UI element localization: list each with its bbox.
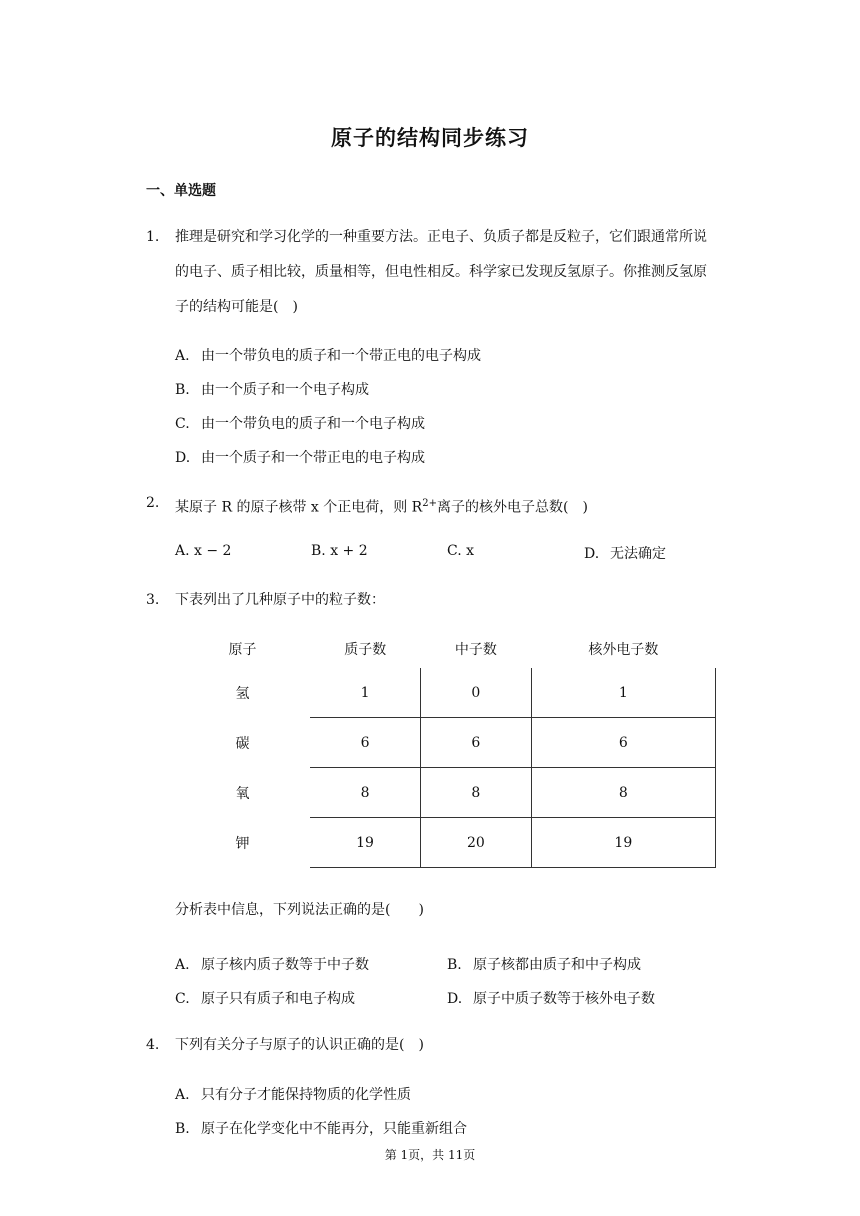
option-c <box>175 988 355 1008</box>
option-d <box>584 543 666 563</box>
table-header-cell: 原子 <box>228 642 257 658</box>
table-cell: 0 <box>421 668 532 718</box>
question-number: 2. <box>146 495 160 511</box>
option-label: A. <box>175 957 190 973</box>
option-d <box>175 447 425 467</box>
question-text: 下列有关分子与原子的认识正确的是( ) <box>175 1037 424 1053</box>
option-label: D. <box>447 991 463 1007</box>
option-label: C. <box>175 991 190 1007</box>
option-text: 由一个带负电的质子和一个电子构成 <box>201 416 425 432</box>
table-row <box>175 818 716 868</box>
option-label: A. <box>175 543 190 559</box>
option-b <box>447 954 641 974</box>
table-cell: 6 <box>421 718 532 768</box>
question-text-part: 某原子 R 的原子核带 x 个正电荷，则 R <box>175 499 423 516</box>
table-cell: 19 <box>310 818 421 868</box>
option-label: D. <box>584 546 600 562</box>
option-label: B. <box>447 957 462 973</box>
table-cell: 6 <box>531 718 715 768</box>
option-a <box>175 954 369 974</box>
table-row <box>175 668 716 718</box>
option-b <box>311 543 368 559</box>
table-cell: 氧 <box>235 785 250 802</box>
table-header-cell: 质子数 <box>344 642 387 658</box>
section-heading: 一、单选题 <box>146 183 216 199</box>
option-label: B. <box>175 1121 190 1137</box>
option-label: D. <box>175 450 191 466</box>
option-text: 原子核内质子数等于中子数 <box>201 957 369 973</box>
table-header-cell: 核外电子数 <box>588 642 659 658</box>
table-cell: 碳 <box>235 735 250 752</box>
option-label: A. <box>175 1087 190 1103</box>
table-row <box>175 768 716 818</box>
option-text: 由一个质子和一个电子构成 <box>201 382 369 398</box>
question-number: 3. <box>146 592 160 608</box>
table-cell: 1 <box>310 668 421 718</box>
page-footer: 第 1页，共 11页 <box>384 1148 476 1162</box>
ion-charge: 2+ <box>422 498 437 509</box>
option-label: A. <box>175 348 190 364</box>
option-c <box>447 543 474 559</box>
option-a <box>175 345 481 365</box>
option-text: 原子中质子数等于核外电子数 <box>473 991 655 1007</box>
option-label: B. <box>311 543 326 559</box>
option-text: 原子核都由质子和中子构成 <box>473 957 641 973</box>
option-a <box>175 543 231 559</box>
question-text: 下表列出了几种原子中的粒子数： <box>175 592 385 608</box>
table-cell: 氢 <box>235 685 250 702</box>
question-number: 4. <box>146 1037 160 1053</box>
option-text: x − 2 <box>194 543 232 559</box>
table-cell: 1 <box>531 668 715 718</box>
option-c <box>175 413 425 433</box>
question-text: 推理是研究和学习化学的一种重要方法。正电子、负质子都是反粒子，它们跟通常所说的电子、质子相比较，质量相等，但电性相反。科学家已发现反氢原子。你推测反氢原子的结构可能是( ) <box>175 229 707 315</box>
option-a <box>175 1084 411 1104</box>
option-text: x + 2 <box>330 543 368 559</box>
option-text: 只有分子才能保持物质的化学性质 <box>201 1087 411 1103</box>
option-b <box>175 1118 467 1138</box>
option-text: 原子在化学变化中不能再分，只能重新组合 <box>201 1121 467 1137</box>
table-header-cell: 中子数 <box>454 642 497 658</box>
table-cell: 19 <box>531 818 715 868</box>
question-text <box>175 486 720 526</box>
table-cell: 8 <box>421 768 532 818</box>
question-number: 1. <box>146 229 160 245</box>
option-b <box>175 379 369 399</box>
table-cell: 8 <box>310 768 421 818</box>
option-text: 由一个带负电的质子和一个带正电的电子构成 <box>201 348 481 364</box>
option-label: B. <box>175 382 190 398</box>
table-cell: 20 <box>421 818 532 868</box>
option-d <box>447 988 655 1008</box>
question-subtext: 分析表中信息，下列说法正确的是( ) <box>175 902 424 918</box>
question-text-part: 离子的核外电子总数( ) <box>436 499 588 516</box>
option-label: C. <box>175 416 190 432</box>
particle-table <box>175 630 716 868</box>
table-cell: 8 <box>531 768 715 818</box>
option-text: x <box>466 543 475 559</box>
table-header-row <box>175 630 716 668</box>
option-text: 无法确定 <box>610 546 666 562</box>
document-title: 原子的结构同步练习 <box>331 126 529 150</box>
option-text: 由一个质子和一个带正电的电子构成 <box>201 450 425 466</box>
table-cell: 6 <box>310 718 421 768</box>
option-label: C. <box>447 543 462 559</box>
option-text: 原子只有质子和电子构成 <box>201 991 355 1007</box>
table-cell: 钾 <box>235 835 250 852</box>
table-row <box>175 718 716 768</box>
